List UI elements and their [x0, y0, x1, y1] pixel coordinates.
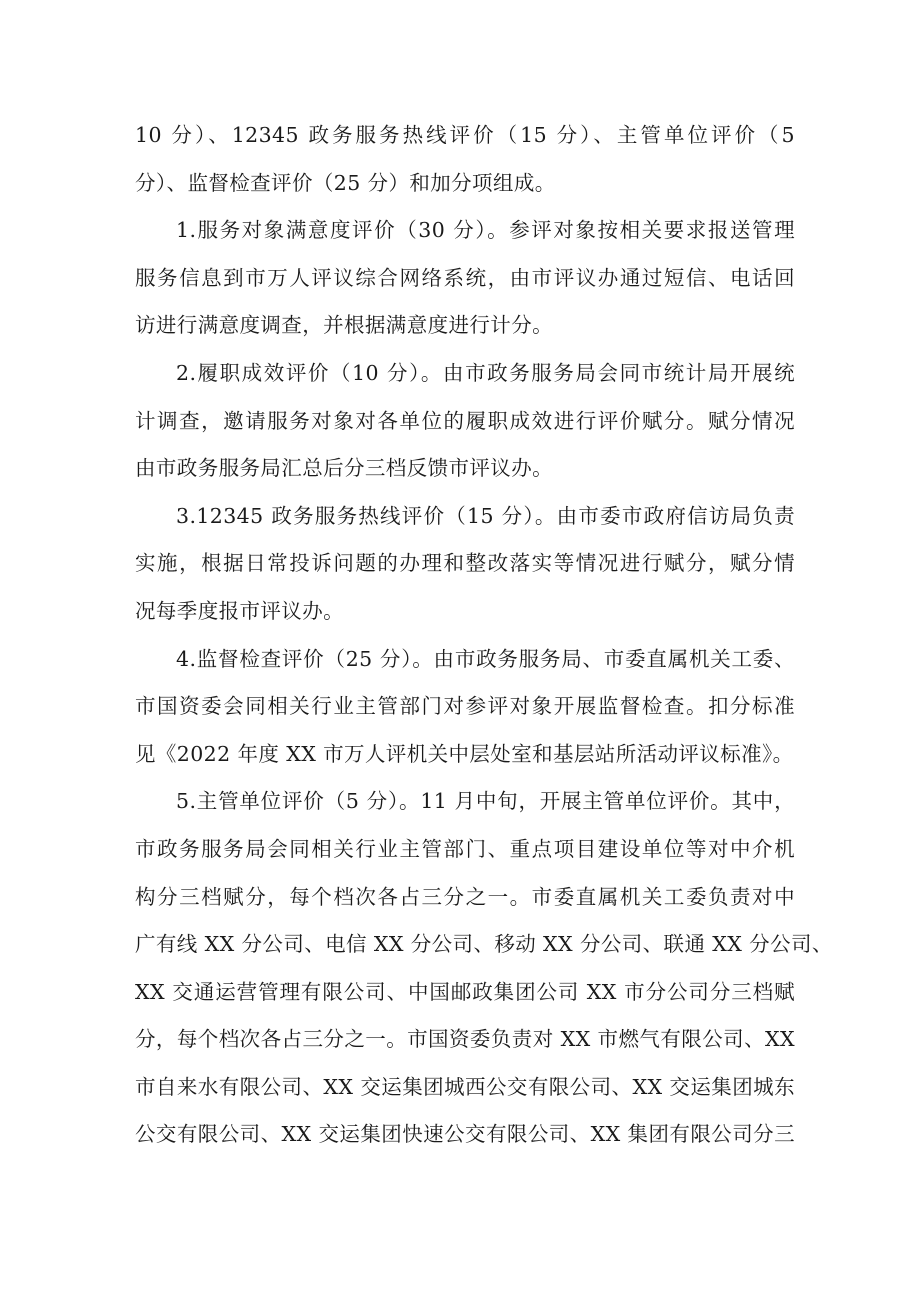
paragraph-line: 10 分）、12345 政务服务热线评价（15 分）、主管单位评价（5	[135, 123, 795, 147]
paragraph-line: 市国资委会同相关行业主管部门对参评对象开展监督检查。扣分标准	[135, 694, 795, 719]
paragraph-line: 2.履职成效评价（10 分）。由市政务服务局会同市统计局开展统	[176, 360, 795, 385]
paragraph-line: 3.12345 政务服务热线评价（15 分）。由市委市政府信访局负责	[176, 503, 795, 528]
paragraph-line: 分，每个档次各占三分之一。市国资委负责对 XX 市燃气有限公司、XX	[135, 1027, 795, 1052]
paragraph-line: 5.主管单位评价（5 分）。11 月中旬，开展主管单位评价。其中，	[176, 789, 795, 814]
paragraph-line: XX 交通运营管理有限公司、中国邮政集团公司 XX 市分公司分三档赋	[135, 979, 795, 1004]
paragraph-line: 由市政务服务局汇总后分三档反馈市评议办。	[135, 456, 553, 481]
paragraph-line: 见《2022 年度 XX 市万人评机关中层处室和基层站所活动评议标准》。	[135, 741, 794, 766]
paragraph-line: 公交有限公司、XX 交运集团快速公交有限公司、XX 集团有限公司分三	[135, 1122, 795, 1147]
paragraph-line: 市政务服务局会同相关行业主管部门、重点项目建设单位等对中介机	[135, 836, 795, 861]
paragraph-line: 1.服务对象满意度评价（30 分）。参评对象按相关要求报送管理	[176, 218, 795, 243]
paragraph-line: 4.监督检查评价（25 分）。由市政务服务局、市委直属机关工委、	[176, 646, 795, 671]
paragraph-line: 服务信息到市万人评议综合网络系统，由市评议办通过短信、电话回	[135, 265, 795, 290]
paragraph-line: 计调查，邀请服务对象对各单位的履职成效进行评价赋分。赋分情况	[135, 408, 795, 433]
document-body	[135, 112, 833, 1159]
paragraph-line: 分）、监督检查评价（25 分）和加分项组成。	[135, 170, 556, 195]
paragraph-line: 访进行满意度调查，并根据满意度进行计分。	[135, 313, 553, 338]
paragraph-line: 况每季度报市评议办。	[135, 598, 344, 623]
paragraph-line: 实施，根据日常投诉问题的办理和整改落实等情况进行赋分，赋分情	[135, 551, 795, 576]
paragraph-line: 市自来水有限公司、XX 交运集团城西公交有限公司、XX 交运集团城东	[135, 1074, 795, 1099]
paragraph-line: 广有线 XX 分公司、电信 XX 分公司、移动 XX 分公司、联通 XX 分公司、	[135, 932, 833, 957]
paragraph-line: 构分三档赋分，每个档次各占三分之一。市委直属机关工委负责对中	[135, 884, 795, 909]
